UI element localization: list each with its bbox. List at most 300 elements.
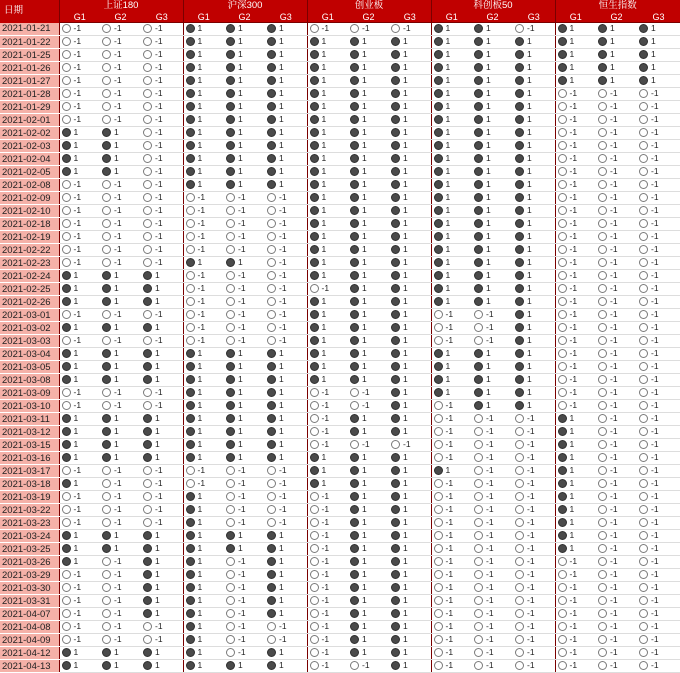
signal-value: -1 bbox=[155, 478, 163, 488]
filled-circle-icon bbox=[186, 167, 195, 176]
signal-cell bbox=[513, 179, 555, 192]
filled-circle-icon bbox=[143, 284, 152, 293]
signal-cell bbox=[637, 49, 680, 62]
filled-circle-icon bbox=[186, 63, 195, 72]
signal-marker bbox=[637, 647, 659, 658]
table-row bbox=[0, 621, 680, 634]
signal-cell bbox=[513, 23, 555, 36]
signal-marker bbox=[637, 101, 659, 112]
empty-circle-icon bbox=[267, 310, 276, 319]
empty-circle-icon bbox=[558, 245, 567, 254]
signal-cell bbox=[431, 634, 472, 647]
signal-cell bbox=[431, 114, 472, 127]
signal-cell bbox=[389, 101, 431, 114]
signal-cell bbox=[100, 23, 141, 36]
signal-value: 1 bbox=[445, 88, 451, 98]
filled-circle-icon bbox=[102, 362, 111, 371]
signal-marker bbox=[60, 335, 82, 346]
filled-circle-icon bbox=[558, 24, 567, 33]
signal-cell bbox=[431, 62, 472, 75]
signal-value: 1 bbox=[238, 127, 243, 137]
empty-circle-icon bbox=[310, 648, 319, 657]
signal-value: -1 bbox=[445, 608, 454, 618]
signal-value: 1 bbox=[445, 231, 451, 241]
subheader-g3: G3 bbox=[389, 12, 431, 23]
signal-value: 1 bbox=[114, 452, 119, 462]
signal-cell bbox=[59, 205, 100, 218]
empty-circle-icon bbox=[598, 479, 607, 488]
filled-circle-icon bbox=[310, 245, 319, 254]
signal-value: -1 bbox=[610, 127, 618, 137]
signal-cell bbox=[555, 244, 596, 257]
empty-circle-icon bbox=[639, 427, 648, 436]
signal-marker bbox=[472, 478, 494, 489]
empty-circle-icon bbox=[350, 401, 359, 410]
filled-circle-icon bbox=[391, 310, 400, 319]
signal-value: 1 bbox=[238, 49, 243, 59]
signal-marker bbox=[100, 36, 122, 47]
filled-circle-icon bbox=[267, 37, 276, 46]
signal-cell bbox=[513, 88, 555, 101]
filled-circle-icon bbox=[391, 648, 400, 657]
signal-cell bbox=[348, 387, 389, 400]
signal-cell bbox=[141, 374, 183, 387]
signal-cell bbox=[100, 504, 141, 517]
signal-value: -1 bbox=[155, 153, 163, 163]
table-row bbox=[0, 543, 680, 556]
signal-value: 1 bbox=[321, 140, 327, 150]
signal-marker bbox=[184, 556, 203, 567]
signal-cell bbox=[596, 400, 637, 413]
signal-value: 1 bbox=[238, 530, 243, 540]
signal-marker bbox=[224, 439, 243, 450]
signal-value: 1 bbox=[362, 413, 367, 423]
signal-value: -1 bbox=[610, 491, 618, 501]
signal-marker bbox=[596, 413, 618, 424]
signal-marker bbox=[308, 88, 327, 99]
signal-cell bbox=[637, 569, 680, 582]
signal-value: -1 bbox=[321, 283, 330, 293]
signal-cell bbox=[389, 309, 431, 322]
signal-cell bbox=[265, 517, 307, 530]
signal-marker bbox=[141, 478, 163, 489]
filled-circle-icon bbox=[186, 128, 195, 137]
signal-marker bbox=[348, 179, 367, 190]
signal-marker bbox=[184, 504, 203, 515]
signal-marker bbox=[596, 127, 618, 138]
signal-cell bbox=[141, 231, 183, 244]
signal-value: -1 bbox=[527, 582, 535, 592]
filled-circle-icon bbox=[391, 544, 400, 553]
filled-circle-icon bbox=[434, 154, 443, 163]
signal-value: -1 bbox=[362, 660, 370, 670]
signal-value: 1 bbox=[445, 140, 451, 150]
signal-value: 1 bbox=[155, 569, 160, 579]
signal-marker bbox=[389, 439, 411, 450]
signal-cell bbox=[59, 413, 100, 426]
signal-marker bbox=[432, 634, 454, 645]
signal-marker bbox=[224, 296, 246, 307]
signal-marker bbox=[60, 244, 82, 255]
signal-value: -1 bbox=[486, 517, 494, 527]
filled-circle-icon bbox=[226, 102, 235, 111]
filled-circle-icon bbox=[62, 440, 71, 449]
filled-circle-icon bbox=[474, 141, 483, 150]
filled-circle-icon bbox=[226, 141, 235, 150]
signal-value: 1 bbox=[321, 62, 327, 72]
signal-value: 1 bbox=[403, 348, 408, 358]
signal-marker bbox=[141, 387, 163, 398]
signal-marker bbox=[265, 569, 284, 580]
signal-cell bbox=[348, 36, 389, 49]
empty-circle-icon bbox=[598, 466, 607, 475]
empty-circle-icon bbox=[434, 544, 443, 553]
row-date: 2021-04-07 bbox=[0, 608, 59, 621]
signal-value: -1 bbox=[651, 478, 659, 488]
signal-cell bbox=[100, 361, 141, 374]
signal-marker bbox=[308, 62, 327, 73]
subheader-g1: G1 bbox=[307, 12, 348, 23]
signal-cell bbox=[555, 179, 596, 192]
signal-cell bbox=[183, 517, 224, 530]
signal-cell bbox=[141, 114, 183, 127]
group-header-csi300: 沪深300 bbox=[183, 0, 307, 12]
signal-marker bbox=[596, 257, 618, 268]
signal-value: -1 bbox=[610, 400, 618, 410]
signal-value: 1 bbox=[197, 543, 203, 553]
signal-marker bbox=[224, 309, 246, 320]
signal-marker bbox=[348, 101, 367, 112]
signal-cell bbox=[224, 491, 265, 504]
signal-value: 1 bbox=[321, 452, 327, 462]
filled-circle-icon bbox=[391, 518, 400, 527]
signal-value: -1 bbox=[114, 218, 122, 228]
row-date: 2021-03-03 bbox=[0, 335, 59, 348]
signal-marker bbox=[184, 491, 203, 502]
signal-value: 1 bbox=[362, 517, 367, 527]
signal-marker bbox=[100, 582, 122, 593]
signal-marker bbox=[100, 244, 122, 255]
empty-circle-icon bbox=[474, 609, 483, 618]
empty-circle-icon bbox=[558, 297, 567, 306]
signal-cell bbox=[389, 244, 431, 257]
signal-value: -1 bbox=[279, 322, 287, 332]
signal-marker bbox=[308, 452, 327, 463]
signal-cell bbox=[307, 62, 348, 75]
filled-circle-icon bbox=[62, 271, 71, 280]
signal-cell bbox=[472, 205, 513, 218]
signal-marker bbox=[637, 296, 659, 307]
empty-circle-icon bbox=[598, 284, 607, 293]
signal-marker bbox=[637, 231, 659, 242]
signal-marker bbox=[596, 23, 615, 34]
signal-cell bbox=[183, 231, 224, 244]
signal-cell bbox=[637, 660, 680, 673]
signal-value: -1 bbox=[279, 283, 287, 293]
signal-value: 1 bbox=[403, 543, 408, 553]
empty-circle-icon bbox=[598, 453, 607, 462]
signal-value: 1 bbox=[114, 270, 119, 280]
signal-marker bbox=[513, 270, 532, 281]
signal-cell bbox=[637, 140, 680, 153]
signal-value: 1 bbox=[486, 374, 491, 384]
subheader-g2: G2 bbox=[596, 12, 637, 23]
signal-marker bbox=[596, 218, 618, 229]
signal-marker bbox=[637, 452, 659, 463]
signal-value: 1 bbox=[114, 283, 119, 293]
empty-circle-icon bbox=[143, 505, 152, 514]
signal-marker bbox=[472, 270, 491, 281]
filled-circle-icon bbox=[515, 362, 524, 371]
filled-circle-icon bbox=[310, 206, 319, 215]
signal-marker bbox=[100, 426, 119, 437]
signal-value: -1 bbox=[610, 166, 618, 176]
signal-value: -1 bbox=[486, 426, 494, 436]
signal-cell bbox=[431, 621, 472, 634]
signal-cell bbox=[100, 608, 141, 621]
empty-circle-icon bbox=[102, 206, 111, 215]
signal-marker bbox=[60, 75, 82, 86]
signal-value: 1 bbox=[73, 647, 79, 657]
signal-cell bbox=[637, 114, 680, 127]
empty-circle-icon bbox=[515, 24, 524, 33]
signal-cell bbox=[555, 621, 596, 634]
signal-value: -1 bbox=[73, 517, 82, 527]
signal-marker bbox=[637, 634, 659, 645]
signal-cell bbox=[472, 595, 513, 608]
signal-marker bbox=[100, 569, 122, 580]
filled-circle-icon bbox=[434, 115, 443, 124]
empty-circle-icon bbox=[558, 661, 567, 670]
table-row bbox=[0, 556, 680, 569]
empty-circle-icon bbox=[639, 622, 648, 631]
empty-circle-icon bbox=[310, 492, 319, 501]
signal-value: -1 bbox=[321, 517, 330, 527]
signal-cell bbox=[183, 283, 224, 296]
signal-value: 1 bbox=[155, 439, 160, 449]
signal-cell bbox=[265, 283, 307, 296]
signal-cell bbox=[348, 400, 389, 413]
table-row bbox=[0, 36, 680, 49]
row-date: 2021-03-12 bbox=[0, 426, 59, 439]
signal-value: -1 bbox=[610, 504, 618, 514]
signal-cell bbox=[59, 75, 100, 88]
signal-value: -1 bbox=[73, 608, 82, 618]
signal-value: -1 bbox=[445, 595, 454, 605]
filled-circle-icon bbox=[310, 219, 319, 228]
signal-cell bbox=[307, 205, 348, 218]
signal-cell bbox=[141, 101, 183, 114]
filled-circle-icon bbox=[143, 427, 152, 436]
signal-value: -1 bbox=[651, 153, 659, 163]
empty-circle-icon bbox=[515, 505, 524, 514]
signal-cell bbox=[100, 179, 141, 192]
filled-circle-icon bbox=[434, 76, 443, 85]
signal-marker bbox=[308, 23, 330, 34]
signal-cell bbox=[513, 49, 555, 62]
signal-cell bbox=[596, 166, 637, 179]
filled-circle-icon bbox=[102, 349, 111, 358]
signal-cell bbox=[224, 530, 265, 543]
signal-value: -1 bbox=[651, 439, 659, 449]
row-date: 2021-03-18 bbox=[0, 478, 59, 491]
row-date: 2021-04-09 bbox=[0, 634, 59, 647]
filled-circle-icon bbox=[434, 206, 443, 215]
signal-cell bbox=[348, 530, 389, 543]
signal-marker bbox=[472, 491, 494, 502]
signal-cell bbox=[513, 491, 555, 504]
signal-cell bbox=[224, 543, 265, 556]
signal-value: -1 bbox=[486, 322, 494, 332]
signal-marker bbox=[596, 283, 618, 294]
filled-circle-icon bbox=[515, 323, 524, 332]
signal-value: 1 bbox=[321, 244, 327, 254]
signal-value: 1 bbox=[197, 491, 203, 501]
signal-cell bbox=[513, 478, 555, 491]
signal-marker bbox=[265, 62, 284, 73]
filled-circle-icon bbox=[474, 154, 483, 163]
filled-circle-icon bbox=[350, 128, 359, 137]
empty-circle-icon bbox=[102, 232, 111, 241]
signal-value: -1 bbox=[569, 647, 578, 657]
signal-cell bbox=[596, 153, 637, 166]
empty-circle-icon bbox=[558, 349, 567, 358]
signal-marker bbox=[184, 634, 203, 645]
signal-cell bbox=[348, 452, 389, 465]
signal-marker bbox=[513, 218, 532, 229]
signal-cell bbox=[431, 413, 472, 426]
signal-cell bbox=[555, 426, 596, 439]
signal-cell bbox=[100, 569, 141, 582]
signal-cell bbox=[224, 244, 265, 257]
empty-circle-icon bbox=[62, 609, 71, 618]
signal-value: -1 bbox=[651, 543, 659, 553]
signal-value: -1 bbox=[569, 608, 578, 618]
signal-cell bbox=[431, 140, 472, 153]
filled-circle-icon bbox=[267, 583, 276, 592]
signal-value: -1 bbox=[321, 582, 330, 592]
signal-cell bbox=[265, 647, 307, 660]
signal-value: -1 bbox=[569, 660, 578, 670]
signal-marker bbox=[184, 621, 203, 632]
signal-marker bbox=[637, 387, 659, 398]
signal-value: -1 bbox=[155, 36, 163, 46]
signal-value: -1 bbox=[651, 309, 659, 319]
signal-cell bbox=[183, 543, 224, 556]
signal-marker bbox=[265, 127, 284, 138]
signal-value: 1 bbox=[321, 374, 327, 384]
filled-circle-icon bbox=[267, 141, 276, 150]
signal-cell bbox=[472, 23, 513, 36]
signal-cell bbox=[183, 114, 224, 127]
signal-value: 1 bbox=[197, 517, 203, 527]
signal-marker bbox=[60, 23, 82, 34]
empty-circle-icon bbox=[62, 622, 71, 631]
signal-marker bbox=[141, 660, 160, 671]
empty-circle-icon bbox=[474, 453, 483, 462]
filled-circle-icon bbox=[391, 388, 400, 397]
row-date: 2021-02-02 bbox=[0, 127, 59, 140]
signal-cell bbox=[513, 582, 555, 595]
signal-cell bbox=[265, 660, 307, 673]
signal-cell bbox=[224, 660, 265, 673]
signal-value: 1 bbox=[362, 335, 367, 345]
empty-circle-icon bbox=[62, 232, 71, 241]
signal-marker bbox=[432, 530, 454, 541]
empty-circle-icon bbox=[639, 271, 648, 280]
signal-marker bbox=[637, 582, 659, 593]
empty-circle-icon bbox=[434, 479, 443, 488]
filled-circle-icon bbox=[474, 63, 483, 72]
signal-value: 1 bbox=[197, 23, 203, 33]
signal-value: -1 bbox=[651, 348, 659, 358]
signal-marker bbox=[556, 309, 578, 320]
signal-marker bbox=[513, 348, 532, 359]
signal-value: 1 bbox=[403, 569, 408, 579]
signal-value: 1 bbox=[197, 621, 203, 631]
empty-circle-icon bbox=[267, 492, 276, 501]
signal-value: 1 bbox=[279, 361, 284, 371]
signal-cell bbox=[265, 439, 307, 452]
signal-marker bbox=[60, 296, 79, 307]
signal-marker bbox=[596, 491, 618, 502]
signal-value: -1 bbox=[114, 556, 122, 566]
signal-value: -1 bbox=[610, 322, 618, 332]
signal-marker bbox=[100, 374, 119, 385]
signal-value: 1 bbox=[321, 114, 327, 124]
signal-cell bbox=[307, 543, 348, 556]
filled-circle-icon bbox=[143, 557, 152, 566]
signal-marker bbox=[556, 387, 578, 398]
signal-value: -1 bbox=[73, 23, 82, 33]
signal-cell bbox=[141, 218, 183, 231]
signal-marker bbox=[432, 582, 454, 593]
signal-marker bbox=[596, 101, 618, 112]
filled-circle-icon bbox=[267, 89, 276, 98]
signal-cell bbox=[59, 283, 100, 296]
signal-cell bbox=[389, 504, 431, 517]
filled-circle-icon bbox=[186, 362, 195, 371]
table-row bbox=[0, 569, 680, 582]
signal-marker bbox=[513, 296, 532, 307]
signal-value: -1 bbox=[527, 478, 535, 488]
signal-cell bbox=[100, 595, 141, 608]
signal-cell bbox=[389, 166, 431, 179]
signal-marker bbox=[556, 127, 578, 138]
signal-value: -1 bbox=[610, 218, 618, 228]
signal-cell bbox=[183, 595, 224, 608]
filled-circle-icon bbox=[558, 37, 567, 46]
signal-marker bbox=[472, 231, 491, 242]
signal-marker bbox=[513, 582, 535, 593]
signal-value: -1 bbox=[114, 205, 122, 215]
signal-cell bbox=[513, 426, 555, 439]
signal-marker bbox=[265, 179, 284, 190]
signal-cell bbox=[265, 634, 307, 647]
signal-marker bbox=[308, 530, 330, 541]
signal-value: -1 bbox=[238, 556, 246, 566]
filled-circle-icon bbox=[267, 180, 276, 189]
signal-value: 1 bbox=[403, 192, 408, 202]
signal-marker bbox=[432, 504, 454, 515]
signal-cell bbox=[513, 387, 555, 400]
signal-marker bbox=[432, 296, 451, 307]
signal-marker bbox=[432, 335, 454, 346]
signal-value: -1 bbox=[197, 335, 206, 345]
signal-cell bbox=[513, 127, 555, 140]
signal-marker bbox=[265, 478, 287, 489]
signal-cell bbox=[307, 166, 348, 179]
